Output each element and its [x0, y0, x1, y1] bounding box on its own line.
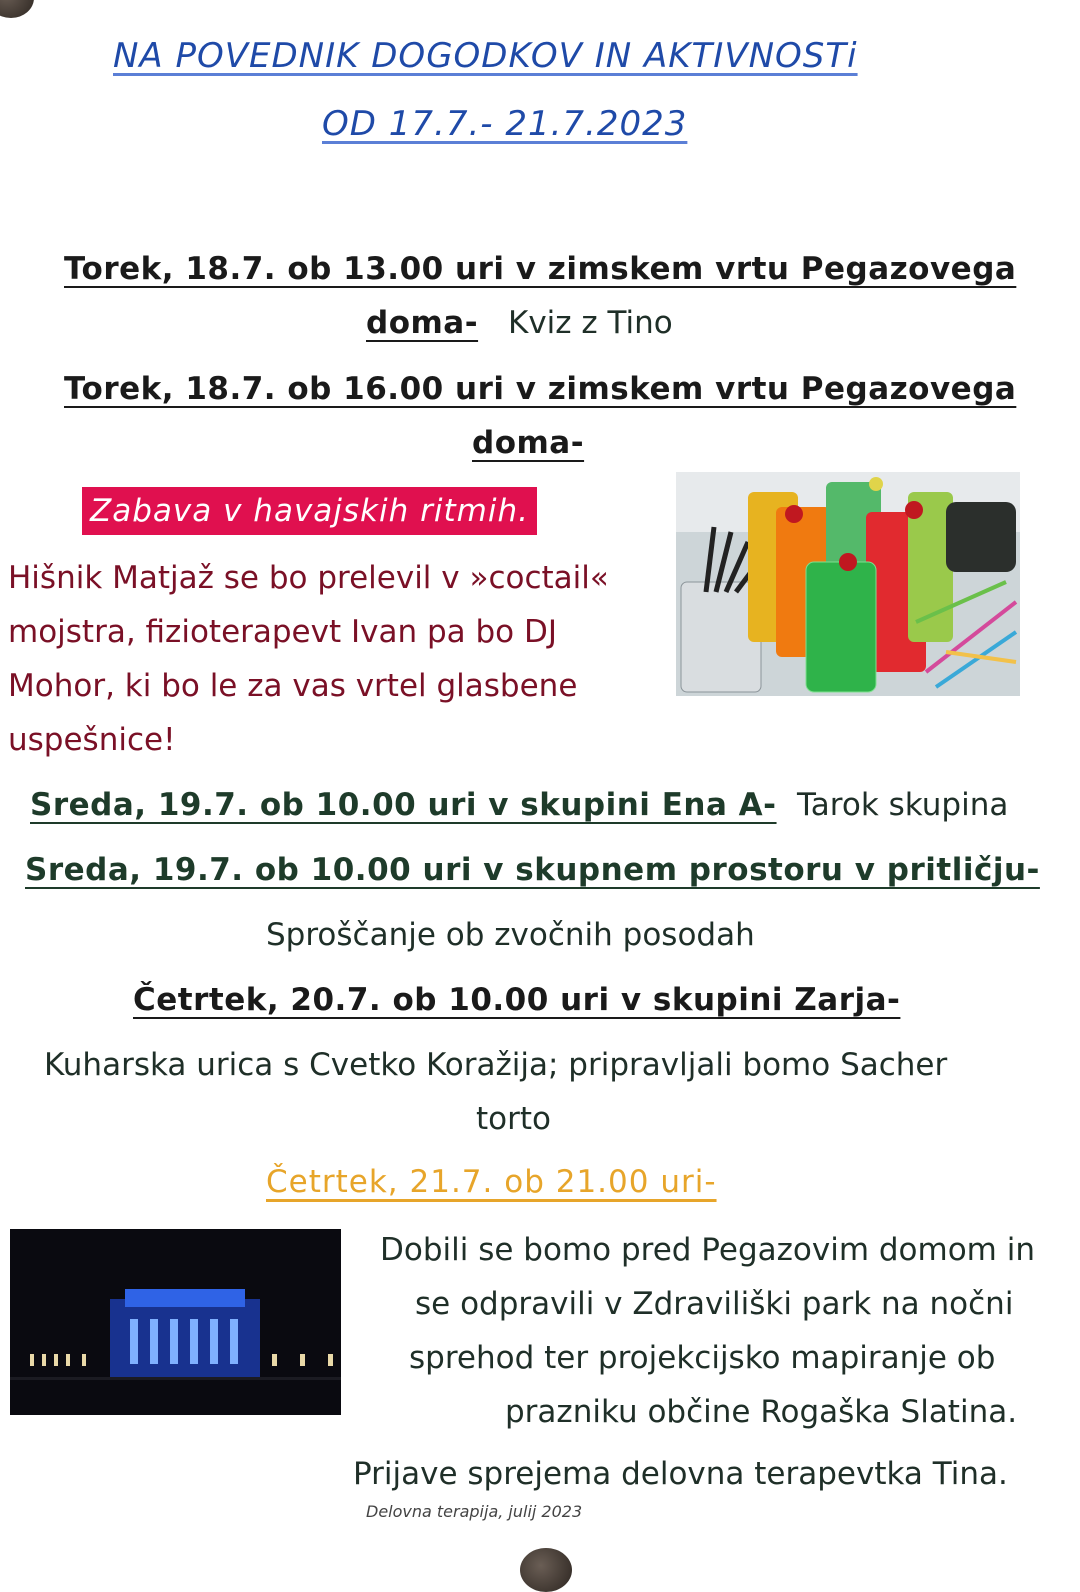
event3-activity: Tarok skupina [797, 787, 1009, 823]
event6-header: Četrtek, 21.7. ob 21.00 uri- [266, 1164, 717, 1200]
event6-desc-line1: Dobili se bomo pred Pegazovim domom in [380, 1232, 1035, 1268]
event2-desc-line3: Mohor, ki bo le za vas vrtel glasbene [8, 668, 578, 704]
pushpin-bottom-icon [520, 1548, 572, 1592]
event2-desc-line2: mojstra, fizioterapevt Ivan pa bo DJ [8, 614, 558, 650]
event3-header: Sreda, 19.7. ob 10.00 uri v skupini Ena A- [30, 787, 777, 823]
event1-header-line2: doma- [366, 305, 479, 341]
event2-header-line2: doma- [472, 425, 585, 461]
event5-header: Četrtek, 20.7. ob 10.00 uri v skupini Zarja- [133, 982, 901, 1018]
signup-note: Prijave sprejema delovna terapevtka Tina. [353, 1456, 1008, 1492]
event5-activity-line2: torto [476, 1101, 551, 1137]
event5-activity-line1: Kuharska urica s Cvetko Koražija; pripravljali bomo Sacher [44, 1047, 948, 1083]
footer-signature: Delovna terapija, julij 2023 [366, 1502, 583, 1521]
event2-header-line1: Torek, 18.7. ob 16.00 uri v zimskem vrtu Pegazovega [64, 371, 1017, 407]
event2-highlight: Zabava v havajskih ritmih. [82, 487, 537, 535]
event4-header: Sreda, 19.7. ob 10.00 uri v skupnem prostoru v pritličju- [25, 852, 1040, 888]
event1-activity: Kviz z Tino [508, 305, 673, 341]
event2-desc-line1: Hišnik Matjaž se bo prelevil v »coctail« [8, 560, 609, 596]
page-title-line1: NA POVEDNIK DOGODKOV IN AKTIVNOSTi [113, 36, 858, 76]
pushpin-top-icon [0, 0, 34, 18]
event2-desc-line4: uspešnice! [8, 722, 176, 758]
event4-activity: Sproščanje ob zvočnih posodah [266, 917, 755, 953]
event6-desc-line3: sprehod ter projekcijsko mapiranje ob [409, 1340, 996, 1376]
event6-desc-line4: prazniku občine Rogaška Slatina. [505, 1394, 1018, 1430]
page-title-line2: OD 17.7.- 21.7.2023 [322, 104, 688, 144]
event1-header-line1: Torek, 18.7. ob 13.00 uri v zimskem vrtu Pegazovega [64, 251, 1017, 287]
cocktail-photo [676, 472, 1020, 696]
event6-desc-line2: se odpravili v Zdraviliški park na nočni [415, 1286, 1014, 1322]
night-building-photo [10, 1229, 341, 1415]
